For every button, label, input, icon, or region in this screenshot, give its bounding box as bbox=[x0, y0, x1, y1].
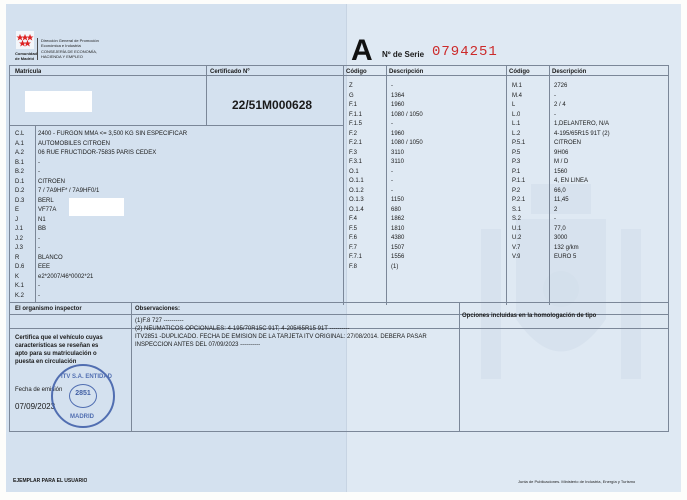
mid-field-code: F.8 bbox=[349, 263, 358, 270]
mid-field-code: F.1 bbox=[349, 102, 358, 108]
vin-redaction bbox=[69, 198, 124, 216]
observaciones-label: Observaciones: bbox=[135, 306, 181, 312]
madrid-label: de Madrid bbox=[15, 56, 34, 61]
left-field-code: K bbox=[15, 273, 20, 280]
mid-field-code: F.3.1 bbox=[349, 159, 363, 165]
left-field-value: e2*2007/46*0002*21 bbox=[38, 273, 94, 280]
right-field-code: P.1 bbox=[512, 168, 521, 175]
series-number: 0794251 bbox=[432, 44, 498, 60]
mid-field-value: 1364 bbox=[391, 92, 405, 99]
mid-field-value: 3110 bbox=[391, 159, 404, 165]
right-field-code: P.2 bbox=[512, 187, 521, 194]
right-field-value: - bbox=[554, 111, 556, 118]
left-field-code: J.2 bbox=[15, 235, 24, 242]
certifica-line-3: apto para su matriculación o bbox=[15, 351, 97, 357]
right-field-value: 66,0 bbox=[554, 187, 566, 194]
left-field-code: K.2 bbox=[15, 292, 25, 299]
mid-field-value: - bbox=[391, 121, 393, 127]
right-field-code: P.5.1 bbox=[512, 140, 526, 146]
mid-field-code: O.1.3 bbox=[349, 197, 364, 203]
mid-field-code: O.1 bbox=[349, 168, 359, 175]
mid-field-code: F.3 bbox=[349, 149, 358, 156]
certifica-line-4: puesta en circulación bbox=[15, 359, 77, 365]
left-field-value: - bbox=[38, 159, 40, 166]
certificado-header: Certificado Nº bbox=[210, 69, 250, 75]
right-field-value: 1,DELANTERO, N/A bbox=[554, 121, 610, 127]
center-fold bbox=[346, 4, 347, 492]
left-field-code: D.6 bbox=[15, 264, 25, 270]
right-field-code: P.1.1 bbox=[512, 178, 526, 184]
mid-field-value: - bbox=[391, 187, 393, 194]
mid-field-code: F.7.1 bbox=[349, 254, 363, 260]
matricula-header: Matrícula bbox=[15, 69, 42, 75]
observation-line-3: ITV2851 -DUPLICADO. FECHA DE EMISIÓN DE LA TARJETA ITV ORIGINAL: 27/08/2014. DEBERÁ PASAR bbox=[135, 334, 427, 340]
right-field-value: 4-195/65R15 91T (2) bbox=[554, 130, 610, 137]
series-label: Nº de Serie bbox=[382, 50, 425, 59]
comunidad-label: Comunidad bbox=[15, 51, 37, 56]
right-field-code: M.1 bbox=[512, 83, 523, 89]
right-field-value: 2 bbox=[554, 206, 558, 213]
mid-field-code: F.1.5 bbox=[349, 121, 363, 127]
org-line3: CONSEJERÍA DE ECONOMÍA, bbox=[41, 49, 98, 54]
right-field-code: S.2 bbox=[512, 216, 522, 222]
observation-line-4: INSPECCION ANTES DEL 07/09/2023 ---------- bbox=[135, 342, 261, 348]
certifica-line-2: características se reseñan es bbox=[15, 343, 99, 349]
left-field-code: A.2 bbox=[15, 150, 25, 156]
right-field-value: 2726 bbox=[554, 83, 568, 89]
mid-field-code: F.2.1 bbox=[349, 140, 363, 146]
left-field-code: K.1 bbox=[15, 283, 25, 289]
right-field-value: 77,0 bbox=[554, 225, 566, 232]
mid-field-value: - bbox=[391, 168, 393, 175]
left-field-value: BLANCO bbox=[38, 254, 63, 261]
certificate-number: 22/51M000628 bbox=[232, 98, 313, 112]
mid-field-code: O.1.4 bbox=[349, 206, 364, 213]
ejemplar-label: EJEMPLAR PARA EL USUARIO bbox=[13, 478, 88, 484]
right-field-code: V.7 bbox=[512, 244, 521, 251]
right-field-value: 1560 bbox=[554, 168, 568, 175]
right-field-value: 2 / 4 bbox=[554, 102, 566, 108]
mid-field-value: 1556 bbox=[391, 254, 405, 260]
left-field-value: 7 / 7A9HF* / 7A9HF0/1 bbox=[38, 188, 100, 194]
right-field-code: P.3 bbox=[512, 159, 521, 165]
mid-field-value: 1810 bbox=[391, 225, 405, 232]
fecha-emision-label: Fecha de emisión bbox=[15, 387, 63, 393]
left-field-code: J.1 bbox=[15, 226, 24, 232]
right-field-code: P.5 bbox=[512, 149, 521, 156]
right-field-value: 9H06 bbox=[554, 149, 569, 156]
stamp-bottom-text: MADRID bbox=[70, 414, 94, 420]
left-field-code: D.3 bbox=[15, 197, 25, 204]
mid-field-value: - bbox=[391, 178, 393, 184]
mid-field-code: O.1.2 bbox=[349, 187, 364, 194]
left-field-value: - bbox=[38, 283, 40, 289]
mid-field-value: 1080 / 1050 bbox=[391, 140, 423, 146]
mid-field-value: 1080 / 1050 bbox=[391, 111, 423, 118]
right-field-value: 11,45 bbox=[554, 197, 569, 203]
org-line2: Económica e Industrial bbox=[41, 43, 82, 48]
mid-field-code: F.6 bbox=[349, 235, 358, 241]
right-field-code: V.9 bbox=[512, 254, 521, 260]
inspection-stamp bbox=[51, 364, 115, 428]
mid-field-value: 1960 bbox=[391, 130, 405, 137]
left-field-value: EEE bbox=[38, 264, 51, 270]
right-field-value: EURO 5 bbox=[554, 254, 577, 260]
mid-field-value: 1862 bbox=[391, 216, 405, 222]
left-field-code: E bbox=[15, 207, 20, 213]
descripcion-header-right: Descripción bbox=[552, 69, 587, 75]
left-field-value: AUTOMOBILES CITROËN bbox=[38, 140, 110, 147]
left-field-value: - bbox=[38, 292, 40, 299]
stamp-top-text: ITV S.A. ENTIDAD bbox=[61, 374, 113, 380]
right-field-value: M / D bbox=[554, 159, 569, 165]
madrid-stars-logo-icon bbox=[16, 31, 34, 49]
mid-field-value: 1960 bbox=[391, 102, 405, 108]
right-field-code: L.2 bbox=[512, 130, 521, 137]
series-letter: A bbox=[351, 37, 373, 65]
opciones-label: Opciones incluidas en la homologación de tipo bbox=[462, 313, 597, 319]
right-field-value: 132 g/km bbox=[554, 244, 579, 251]
mid-field-code: F.5 bbox=[349, 225, 358, 232]
mid-field-value: 1507 bbox=[391, 244, 405, 251]
left-field-value: BB bbox=[38, 226, 47, 232]
left-field-code: J bbox=[15, 216, 18, 223]
right-field-code: S.1 bbox=[512, 206, 522, 213]
right-field-value: - bbox=[554, 92, 556, 99]
mid-field-value: 4380 bbox=[391, 235, 405, 241]
left-field-code: B.2 bbox=[15, 169, 25, 175]
left-field-code: D.1 bbox=[15, 178, 25, 185]
left-field-code: R bbox=[15, 254, 20, 261]
codigo-header-mid: Código bbox=[346, 69, 367, 75]
stamp-number: 2851 bbox=[75, 390, 91, 397]
mid-field-code: Z bbox=[349, 83, 353, 89]
left-field-code: B.1 bbox=[15, 159, 25, 166]
mid-field-value: 1150 bbox=[391, 197, 404, 203]
left-field-value: 06 RUE FRUCTIDOR-75835 PARIS CEDEX bbox=[38, 150, 157, 156]
left-field-value: - bbox=[38, 245, 40, 251]
codigo-header-right: Código bbox=[509, 69, 530, 75]
left-field-value: N1 bbox=[38, 216, 46, 223]
mid-field-value: (1) bbox=[391, 263, 399, 270]
mid-field-code: G bbox=[349, 92, 354, 99]
mid-field-value: 3110 bbox=[391, 149, 404, 156]
left-field-value: - bbox=[38, 235, 40, 242]
mid-field-code: O.1.1 bbox=[349, 178, 364, 184]
left-field-value: CITROËN bbox=[38, 178, 65, 185]
organismo-label: El organismo inspector bbox=[15, 306, 82, 312]
left-field-value: 2400 - FURGON MMA <= 3,500 KG SIN ESPECIFICAR bbox=[38, 131, 188, 137]
left-field-value: - bbox=[38, 169, 40, 175]
right-field-code: U.1 bbox=[512, 225, 522, 232]
left-field-code: A.1 bbox=[15, 140, 25, 147]
mid-field-code: F.1.1 bbox=[349, 111, 363, 118]
certifica-line-1: Certifica que el vehículo cuyas bbox=[15, 335, 103, 341]
observation-line-1: (1)F.8 727 ---------- bbox=[135, 318, 184, 324]
left-field-code: D.2 bbox=[15, 188, 25, 194]
issue-date: 07/09/2023 bbox=[15, 402, 56, 411]
right-field-value: CITROEN bbox=[554, 140, 581, 146]
right-field-value: - bbox=[554, 216, 556, 222]
left-field-code: C.L bbox=[15, 131, 25, 137]
left-field-code: J.3 bbox=[15, 245, 24, 251]
mid-field-code: F.2 bbox=[349, 130, 358, 137]
org-line4: HACIENDA Y EMPLEO bbox=[41, 54, 83, 59]
mid-field-code: F.7 bbox=[349, 244, 358, 251]
left-field-value: BERL bbox=[38, 197, 54, 204]
right-field-code: U.2 bbox=[512, 235, 522, 241]
itv-card-sheet bbox=[6, 4, 681, 492]
descripcion-header-mid: Descripción bbox=[389, 69, 424, 75]
org-line1: Dirección General de Promoción bbox=[41, 38, 99, 43]
right-field-code: P.2.1 bbox=[512, 197, 526, 203]
right-field-value: 3000 bbox=[554, 235, 568, 241]
right-field-value: 4, EN LINEA bbox=[554, 178, 589, 184]
observation-line-2: (2) NEUMATICOS OPCIONALES: 4-195/70R15C 91T; 4-205/65R15 91T ---------- bbox=[135, 326, 350, 332]
right-field-code: M.4 bbox=[512, 92, 523, 99]
mid-field-value: - bbox=[391, 83, 393, 89]
logo-divider bbox=[37, 38, 38, 60]
right-field-code: L bbox=[512, 102, 516, 108]
mid-field-code: F.4 bbox=[349, 216, 358, 222]
mid-field-value: 680 bbox=[391, 206, 402, 213]
left-field-value: VF77A bbox=[38, 207, 57, 213]
footer-publisher: Junta de Publicaciones. Ministerio de Industria, Energía y Turismo bbox=[518, 479, 636, 484]
right-field-code: L.1 bbox=[512, 121, 521, 127]
plate-redaction bbox=[25, 91, 92, 112]
right-field-code: L.0 bbox=[512, 111, 521, 118]
